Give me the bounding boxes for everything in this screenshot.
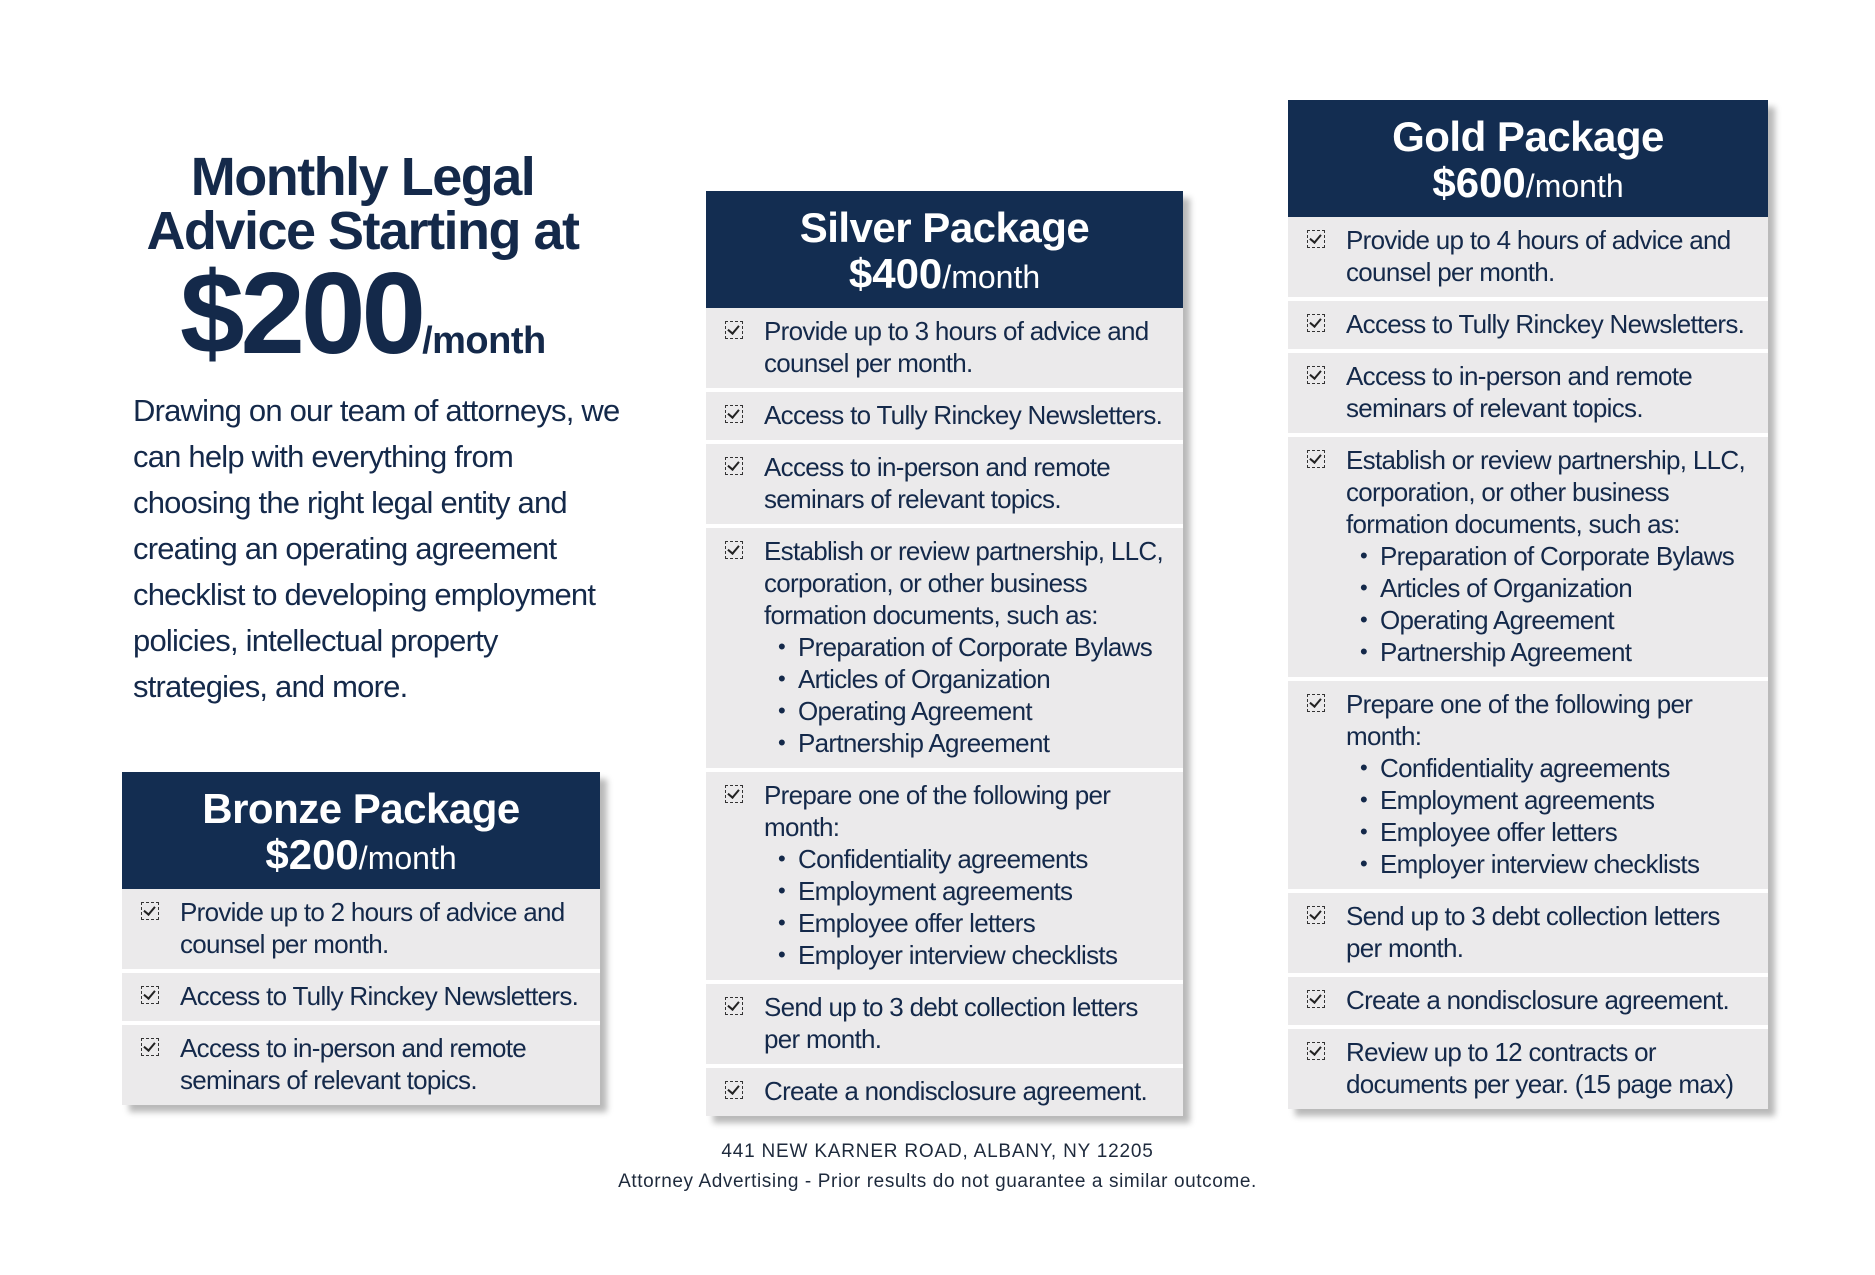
feature-text: Review up to 12 contracts or documents per year. (15 page max): [1346, 1037, 1734, 1099]
list-item: • Partnership Agreement: [1346, 636, 1754, 668]
checkbox-checked-icon: [1307, 314, 1325, 332]
gold-package-header: [1288, 100, 1768, 217]
feature-item: [1288, 977, 1768, 1025]
silver-package-price: [706, 251, 1183, 300]
silver-package-title: Silver Package: [799, 204, 1090, 251]
bronze-package-title: Bronze Package: [202, 785, 520, 832]
list-item: • Articles of Organization: [764, 663, 1169, 695]
feature-item: [1288, 681, 1768, 889]
feature-item: [706, 392, 1183, 440]
bronze-price-period: /month: [358, 840, 457, 876]
footer-disclaimer: Attorney Advertising - Prior results do not guarantee a similar outcome.: [618, 1171, 1257, 1192]
silver-package-header: [706, 191, 1183, 308]
feature-text: Access to in-person and remote seminars of relevant topics.: [764, 452, 1111, 514]
feature-text: Prepare one of the following per month:: [764, 780, 1111, 842]
feature-text: Access to Tully Rinckey Newsletters.: [180, 981, 579, 1011]
starting-price-period: /month: [422, 320, 546, 362]
list-item: • Preparation of Corporate Bylaws: [1346, 540, 1754, 572]
monthly-docs-list: [764, 843, 1169, 971]
monthly-docs-list: [1346, 752, 1754, 880]
checkbox-checked-icon: [1307, 1042, 1325, 1060]
feature-text: Prepare one of the following per month:: [1346, 689, 1693, 751]
gold-price-amount: $600: [1432, 159, 1526, 206]
footer-address: 441 NEW KARNER ROAD, ALBANY, NY 12205: [721, 1141, 1154, 1162]
feature-text: Access to in-person and remote seminars of relevant topics.: [1346, 361, 1693, 423]
feature-item: [706, 772, 1183, 980]
feature-text: Provide up to 3 hours of advice and counsel per month.: [764, 316, 1149, 378]
checkbox-checked-icon: [1307, 450, 1325, 468]
page-title: [120, 147, 605, 261]
bronze-package-header: [122, 772, 600, 889]
feature-item: [706, 1068, 1183, 1116]
feature-item: [1288, 217, 1768, 297]
feature-text: Create a nondisclosure agreement.: [764, 1076, 1148, 1106]
silver-package-card: [706, 191, 1183, 1116]
checkbox-checked-icon: [141, 902, 159, 920]
list-item: • Employee offer letters: [764, 907, 1169, 939]
feature-text: Provide up to 4 hours of advice and counsel per month.: [1346, 225, 1731, 287]
starting-price: [180, 248, 600, 378]
feature-item: [1288, 893, 1768, 973]
feature-text: Establish or review partnership, LLC, corporation, or other business formation documents, such as:: [764, 536, 1163, 630]
feature-item: [706, 308, 1183, 388]
checkbox-checked-icon: [725, 785, 743, 803]
feature-item: [1288, 1029, 1768, 1109]
list-item: • Operating Agreement: [1346, 604, 1754, 636]
formation-docs-list: [1346, 540, 1754, 668]
feature-text: Create a nondisclosure agreement.: [1346, 985, 1730, 1015]
checkbox-checked-icon: [141, 1038, 159, 1056]
bronze-package-card: [122, 772, 600, 1105]
checkbox-checked-icon: [1307, 366, 1325, 384]
list-item: • Employer interview checklists: [1346, 848, 1754, 880]
feature-text: Access to Tully Rinckey Newsletters.: [764, 400, 1163, 430]
feature-item: [706, 984, 1183, 1064]
feature-item: [1288, 353, 1768, 433]
list-item: • Employment agreements: [1346, 784, 1754, 816]
bronze-price-amount: $200: [265, 831, 359, 878]
list-item: • Partnership Agreement: [764, 727, 1169, 759]
list-item: • Confidentiality agreements: [1346, 752, 1754, 784]
headline-line-2: Advice Starting at: [146, 201, 579, 261]
gold-package-title: Gold Package: [1392, 113, 1664, 160]
checkbox-checked-icon: [1307, 990, 1325, 1008]
list-item: • Operating Agreement: [764, 695, 1169, 727]
feature-text: Send up to 3 debt collection letters per month.: [1346, 901, 1720, 963]
checkbox-checked-icon: [725, 541, 743, 559]
gold-package-card: [1288, 100, 1768, 1109]
feature-text: Access to in-person and remote seminars of relevant topics.: [180, 1033, 527, 1095]
checkbox-checked-icon: [1307, 906, 1325, 924]
list-item: • Preparation of Corporate Bylaws: [764, 631, 1169, 663]
checkbox-checked-icon: [725, 1081, 743, 1099]
checkbox-checked-icon: [725, 457, 743, 475]
bronze-package-price: [122, 832, 600, 881]
silver-price-amount: $400: [848, 250, 943, 297]
list-item: • Employee offer letters: [1346, 816, 1754, 848]
checkbox-checked-icon: [141, 986, 159, 1004]
feature-text: Establish or review partnership, LLC, corporation, or other business formation documents, such as:: [1346, 445, 1745, 539]
silver-price-period: /month: [942, 259, 1041, 295]
intro-paragraph: Drawing on our team of attorneys, we can help with everything from choosing the right legal entity and creating an operating agreement checklist to developing employment policies, intellectual property strategies, and more.: [133, 393, 620, 704]
starting-price-amount: $200: [180, 248, 423, 378]
list-item: • Employer interview checklists: [764, 939, 1169, 971]
feature-item: [706, 528, 1183, 768]
feature-item: [1288, 437, 1768, 677]
feature-item: [122, 973, 600, 1021]
formation-docs-list: [764, 631, 1169, 759]
list-item: • Articles of Organization: [1346, 572, 1754, 604]
feature-item: [1288, 301, 1768, 349]
checkbox-checked-icon: [725, 997, 743, 1015]
feature-text: Provide up to 2 hours of advice and counsel per month.: [180, 897, 565, 959]
list-item: • Employment agreements: [764, 875, 1169, 907]
gold-package-price: [1288, 160, 1768, 209]
checkbox-checked-icon: [1307, 694, 1325, 712]
feature-item: [122, 1025, 600, 1105]
checkbox-checked-icon: [725, 321, 743, 339]
checkbox-checked-icon: [725, 405, 743, 423]
headline-line-1: Monthly Legal: [190, 147, 535, 207]
checkbox-checked-icon: [1307, 230, 1325, 248]
feature-item: [122, 889, 600, 969]
feature-text: Send up to 3 debt collection letters per month.: [764, 992, 1138, 1054]
list-item: • Confidentiality agreements: [764, 843, 1169, 875]
gold-price-period: /month: [1525, 168, 1624, 204]
feature-text: Access to Tully Rinckey Newsletters.: [1346, 309, 1745, 339]
feature-item: [706, 444, 1183, 524]
